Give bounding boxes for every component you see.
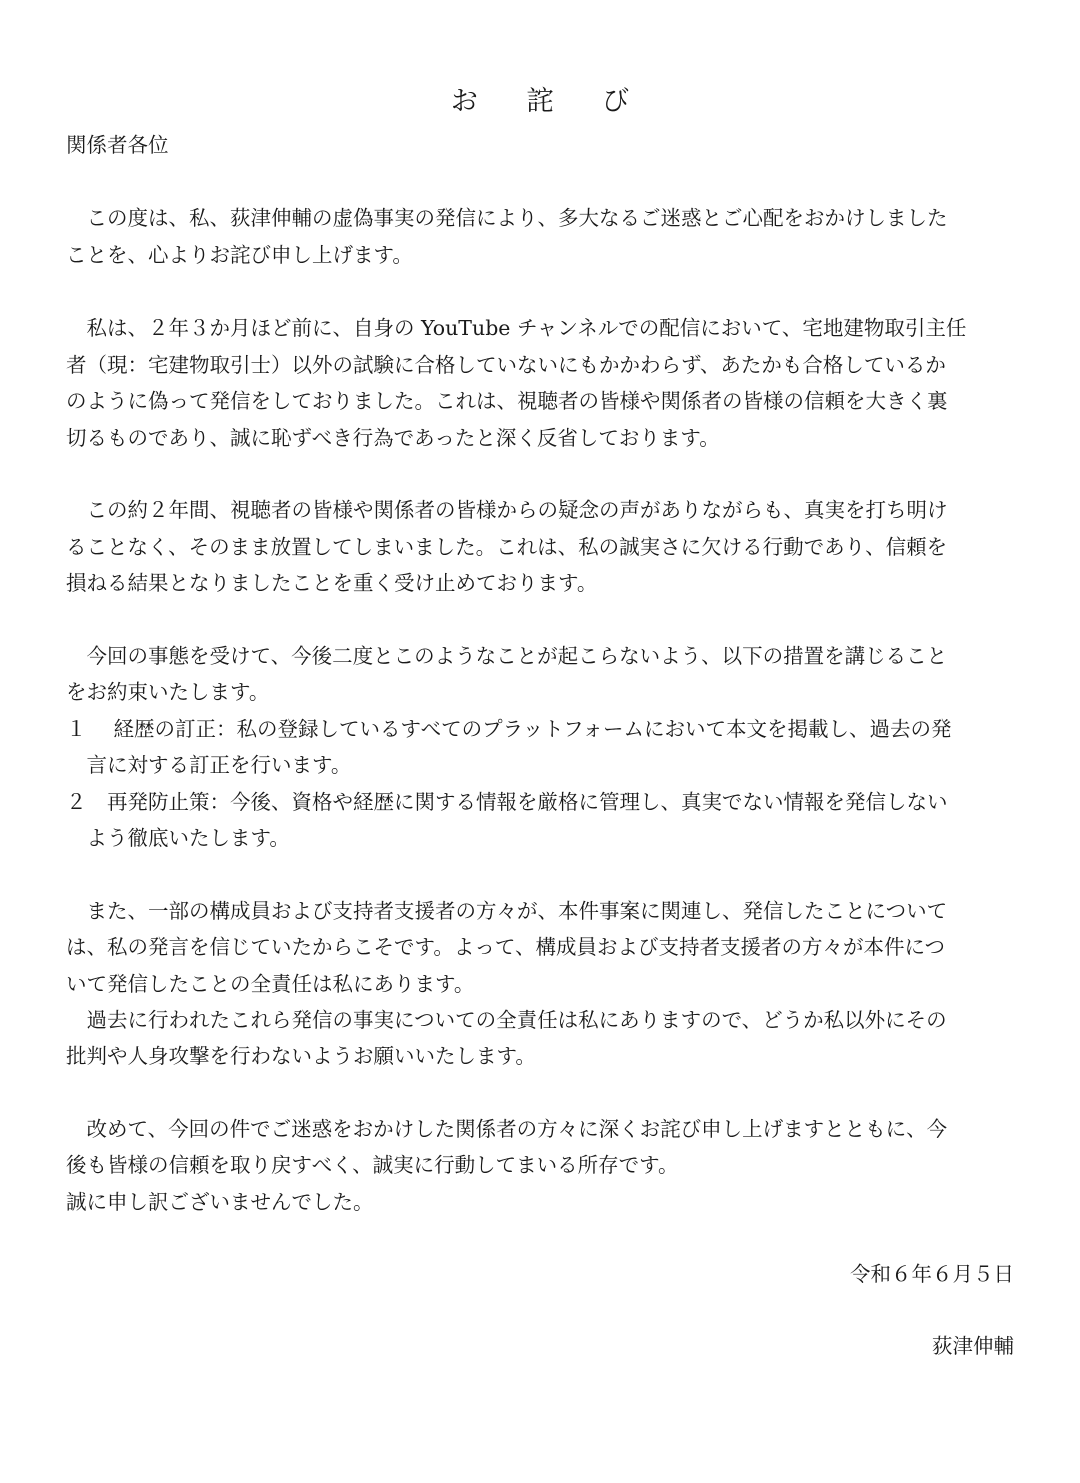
- letter-date: 令和６年６月５日: [850, 1262, 1014, 1286]
- paragraph2-line4: 切るものであり、誠に恥ずべき行為であったと深く反省しております。: [66, 426, 720, 450]
- paragraph2-line2: 者（現：宅建物取引士）以外の試験に合格していないにもかかわらず、あたかも合格しているか: [66, 353, 946, 377]
- paragraph5-line1: また、一部の構成員および支持者支援者の方々が、本件事案に関連し、発信したことについて: [66, 899, 948, 923]
- paragraph1-line1: この度は、私、荻津伸輔の虚偽事実の発信により、多大なるご迷惑とご心配をおかけしました: [66, 206, 948, 230]
- paragraph2-line3: のように偽って発信をしておりました。これは、視聴者の皆様や関係者の皆様の信頼を大きく裏: [66, 389, 948, 413]
- paragraph6-line2: 後も皆様の信頼を取り戻すべく、誠実に行動してまいる所存です。: [66, 1153, 679, 1177]
- addressee: 関係者各位: [66, 133, 169, 157]
- paragraph3-line3: 損ねる結果となりましたことを重く受け止めております。: [66, 571, 598, 595]
- paragraph5-line2: は、私の発言を信じていたからこそです。よって、構成員および支持者支援者の方々が本件につ: [66, 935, 946, 959]
- measure1-line2: 言に対する訂正を行います。: [66, 753, 352, 777]
- paragraph4-line1: 今回の事態を受けて、今後二度とこのようなことが起こらないよう、以下の措置を講じること: [66, 644, 948, 668]
- paragraph5-line3: いて発信したことの全責任は私にあります。: [66, 972, 475, 996]
- paragraph5-line4: 過去に行われたこれら発信の事実についての全責任は私にありますので、どうか私以外にその: [66, 1008, 947, 1032]
- paragraph4-line2: をお約束いたします。: [66, 680, 270, 704]
- signature: 荻津伸輔: [932, 1334, 1014, 1358]
- paragraph6-line1: 改めて、今回の件でご迷惑をおかけした関係者の方々に深くお詫び申し上げますとともに、今: [66, 1117, 948, 1141]
- paragraph6-line3: 誠に申し訳ございませんでした。: [66, 1190, 374, 1214]
- letter-title: お 詫 び: [450, 86, 650, 117]
- measure2-line1: ２ 再発防止策：今後、資格や経歴に関する情報を厳格に管理し、真実でない情報を発信しない: [66, 790, 948, 814]
- paragraph3-line1: この約２年間、視聴者の皆様や関係者の皆様からの疑念の声がありながらも、真実を打ち明け: [66, 498, 948, 522]
- measure2-line2: よう徹底いたします。: [66, 826, 290, 850]
- paragraph5-line5: 批判や人身攻撃を行わないようお願いいたします。: [66, 1044, 536, 1068]
- measure1-line1: １ 経歴の訂正：私の登録しているすべてのプラットフォームにおいて本文を掲載し、過去の発: [66, 717, 952, 741]
- paragraph2-line1: 私は、２年３か月ほど前に、自身の YouTube チャンネルでの配信において、宅地建物取引主任: [66, 316, 967, 340]
- paragraph1-line2: ことを、心よりお詫び申し上げます。: [66, 243, 413, 267]
- paragraph3-line2: ることなく、そのまま放置してしまいました。これは、私の誠実さに欠ける行動であり、信頼を: [66, 535, 948, 559]
